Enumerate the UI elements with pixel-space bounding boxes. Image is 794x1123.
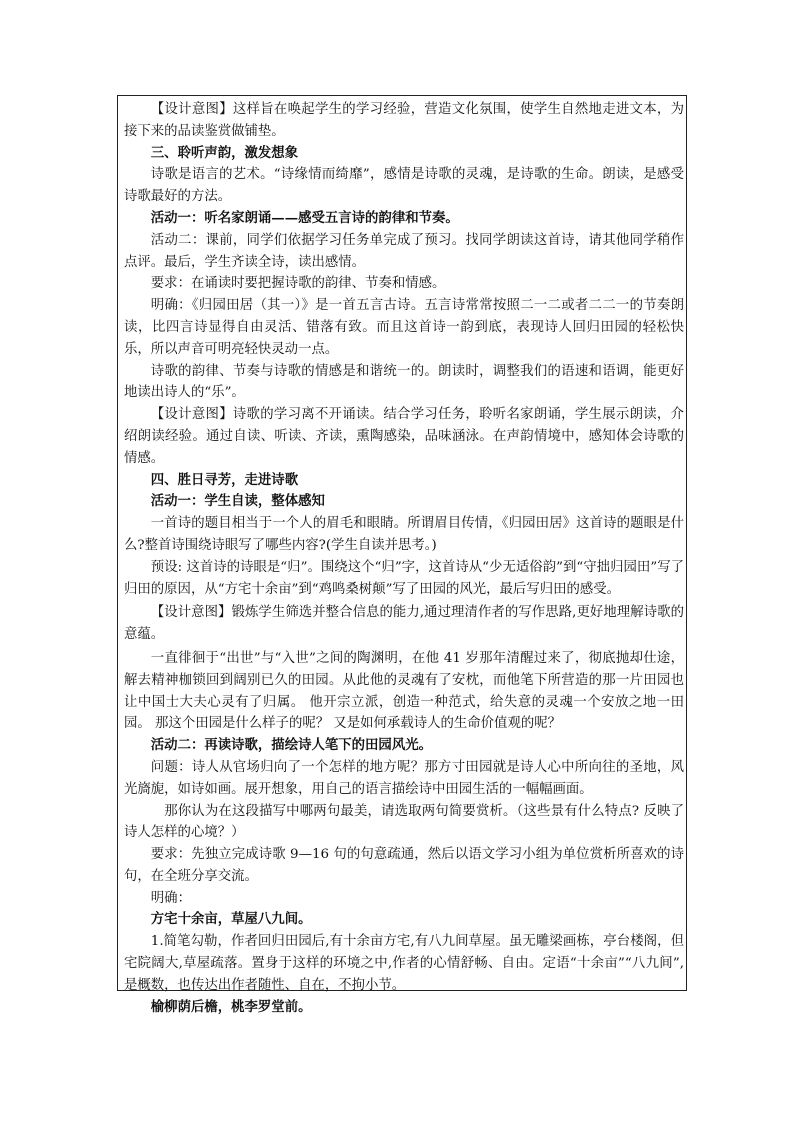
body-paragraph: 那你认为在这段描写中哪两句最美，请选取两句简要赏析。（这些景有什么特点? 反映了诗人怎样的心境？） [124, 803, 684, 841]
body-paragraph: 诗歌是语言的艺术。“诗缘情而绮靡”，感情是诗歌的灵魂，是诗歌的生命。朗读，是感受诗歌最好的方法。 [124, 167, 684, 205]
requirement-paragraph: 要求：先独立完成诗歌 9—16 句的句意疏通，然后以语文学习小组为单位赏析所喜欢的诗句，在全班分享交流。 [124, 847, 684, 884]
analysis-paragraph: 1.简笔勾勒，作者回归田园后,有十余亩方宅,有八九间草屋。虽无雕梁画栋，亭台楼阁，但宅院阔大,草屋疏落。置身于这样的环境之中,作者的心情舒畅、自由。定语“十余亩”“八九间”,是概数，也传达出作者随性、自在，不拘小节。 [124, 934, 684, 993]
section-heading-4: 四、胜日寻芳，走进诗歌 [150, 471, 299, 488]
clarification-paragraph: 明确：《归园田居（其一）》是一首五言古诗。五言诗常常按照二一二或者二二一的节奏朗读，比四言诗显得自由灵活、错落有致。而且这首诗一韵到底，表现诗人回归田园的轻松快乐，所以声音可明亮轻快灵动一点。 [124, 298, 684, 357]
activity-heading: 活动二：再读诗歌，描绘诗人笔下的田园风光。 [150, 737, 432, 754]
activity-heading: 活动一：听名家朗诵——感受五言诗的韵律和节奏。 [150, 209, 459, 226]
clarification-label: 明确： [150, 890, 191, 906]
poem-line: 方宅十余亩，草屋八九间。 [150, 911, 312, 928]
body-paragraph: 诗歌的韵律、节奏与诗歌的情感是和谐统一的。朗读时，调整我们的语速和语调，能更好地读出诗人的“乐”。 [124, 363, 684, 401]
design-intent-paragraph: 【设计意图】锻炼学生筛选并整合信息的能力,通过理清作者的写作思路,更好地理解诗歌的意蕴。 [124, 605, 684, 643]
question-paragraph: 问题：诗人从官场归向了一个怎样的地方呢？那方寸田园就是诗人心中所向往的圣地，风光旖旎，如诗如画。展开想象，用自己的语言描绘诗中田园生活的一幅幅画面。 [124, 759, 684, 797]
body-paragraph: 一直徘徊于“出世”与“入世”之间的陶渊明，在他 41 岁那年清醒过来了，彻底抛却仕途，解去精神枷锁回到阔别已久的田园。从此他的灵魂有了安枕，而他笔下所营造的那一片田园也让中国士大夫心灵有了归属。 他开宗立派，创造一种范式，给失意的灵魂一个安放之地一田园。 那这个田园是什么样子的呢？ 又是如何承载诗人的生命价值观的呢？ [124, 650, 684, 732]
body-paragraph: 一首诗的题目相当于一个人的眉毛和眼睛。所谓眉目传情，《归园田居》这首诗的题眼是什么?整首诗围绕诗眼写了哪些内容?(学生自读并思考。) [124, 516, 684, 553]
design-intent-paragraph: 【设计意图】诗歌的学习离不开诵读。结合学习任务，聆听名家朗诵，学生展示朗读，介绍朗读经验。通过自读、听读、齐读，熏陶感染，品味涵泳。在声韵情境中，感知体会诗歌的情感。 [124, 407, 684, 466]
requirement-paragraph: 要求：在诵读时要把握诗歌的韵律、节奏和情感。 [150, 276, 446, 292]
document-body [124, 99, 684, 1018]
section-heading-3: 三、聆听声韵，激发想象 [150, 144, 299, 161]
design-intent-paragraph: 【设计意图】这样旨在唤起学生的学习经验，营造文化氛围，使学生自然地走进文本，为接下来的品读鉴赏做铺垫。 [124, 102, 684, 139]
activity-heading: 活动一：学生自读，整体感知 [150, 493, 325, 510]
preset-answer-paragraph: 预设: 这首诗的诗眼是“归”。围绕这个“归”字，这首诗从“少无适俗韵”到“守拙归园田”写了归田的原因，从“方宅十余亩”到“鸡鸣桑树颠”写了田园的风光，最后写归田的感受。 [124, 559, 684, 597]
poem-line: 榆柳荫后檐，桃李罗堂前。 [150, 998, 312, 1015]
body-paragraph: 活动二：课前，同学们依据学习任务单完成了预习。找同学朗读这首诗，请其他同学稍作点评。最后，学生齐读全诗，读出感情。 [124, 232, 684, 270]
